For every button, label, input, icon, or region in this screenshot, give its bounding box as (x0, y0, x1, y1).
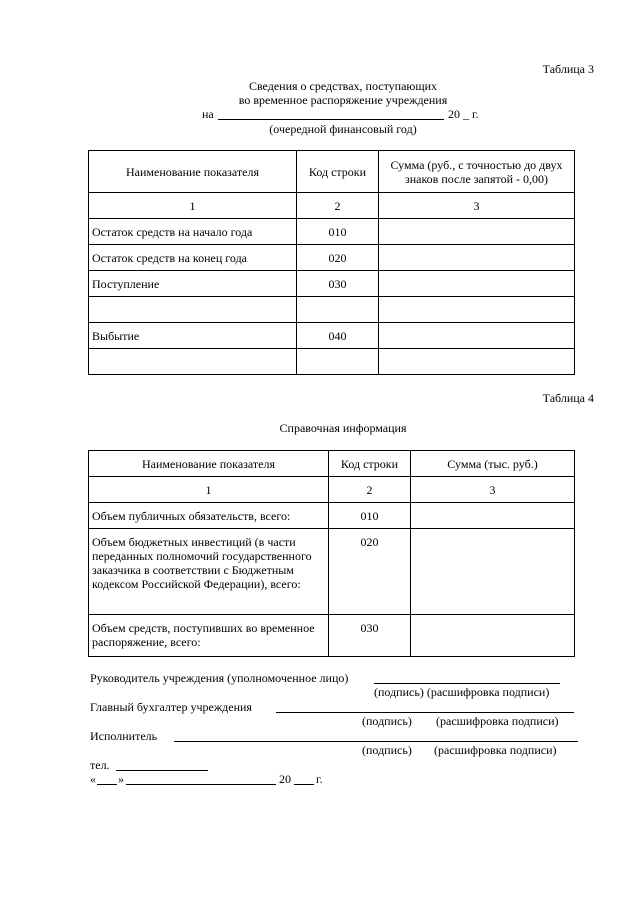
table-row (89, 245, 575, 271)
executor-signature-line[interactable] (174, 741, 578, 742)
accountant-signature-line[interactable] (276, 712, 574, 713)
row-sum[interactable] (379, 271, 575, 297)
table4-header-code: Код строки (329, 451, 411, 477)
executor-caption-sign: (подпись) (362, 743, 412, 757)
table3-header-row (89, 151, 575, 193)
table4-label: Таблица 4 (542, 391, 594, 405)
date-year-prefix: 20 (279, 772, 291, 786)
row-name: Объем публичных обязательств, всего: (89, 503, 329, 529)
table-row (89, 219, 575, 245)
accountant-caption-decode: (расшифровка подписи) (436, 714, 559, 728)
table4-number-row (89, 477, 575, 503)
row-code: 010 (329, 503, 411, 529)
row-sum[interactable] (411, 529, 575, 615)
row-sum[interactable] (379, 297, 575, 323)
date-year-line[interactable] (294, 784, 314, 785)
row-name: Объем средств, поступивших во временное распоряжение, всего: (89, 615, 329, 657)
table3-title-line2: во временное распоряжение учреждения (238, 93, 448, 107)
table3-number-1: 1 (89, 193, 297, 219)
table4-number-2: 2 (329, 477, 411, 503)
table-row (89, 615, 575, 657)
row-code (297, 297, 379, 323)
table3 (88, 150, 575, 375)
row-name (89, 297, 297, 323)
head-signature-line[interactable] (374, 683, 560, 684)
row-name: Выбытие (89, 323, 297, 349)
table3-number-2: 2 (297, 193, 379, 219)
executor-caption-decode: (расшифровка подписи) (434, 743, 557, 757)
table3-subtitle: (очередной финансовый год) (269, 122, 417, 136)
row-sum[interactable] (379, 219, 575, 245)
table3-header-sum: Сумма (руб., с точностью до двух знаков после запятой - 0,00) (379, 151, 575, 193)
table3-header-code: Код строки (297, 151, 379, 193)
table4-number-1: 1 (89, 477, 329, 503)
row-code: 040 (297, 323, 379, 349)
executor-label: Исполнитель (90, 729, 158, 743)
table3-date-suffix: 20 _ г. (448, 107, 479, 121)
row-name: Объем бюджетных инвестиций (в части переданных полномочий государственного заказчика в соответствии с Бюджетным кодексом Российской Федерации), всего: (89, 529, 329, 615)
row-code: 030 (297, 271, 379, 297)
table4-title: Справочная информация (279, 421, 407, 435)
head-label: Руководитель учреждения (уполномоченное лицо) (90, 671, 349, 685)
row-sum[interactable] (379, 323, 575, 349)
row-name: Остаток средств на конец года (89, 245, 297, 271)
accountant-label: Главный бухгалтер учреждения (90, 700, 252, 714)
row-sum[interactable] (379, 349, 575, 375)
row-code: 010 (297, 219, 379, 245)
table3-number-3: 3 (379, 193, 575, 219)
table-row (89, 297, 575, 323)
row-code: 020 (297, 245, 379, 271)
table4-header-sum: Сумма (тыс. руб.) (411, 451, 575, 477)
row-name: Поступление (89, 271, 297, 297)
phone-line[interactable] (116, 770, 208, 771)
table-row (89, 529, 575, 615)
table3-label: Таблица 3 (542, 62, 594, 76)
table3-number-row (89, 193, 575, 219)
table-row (89, 349, 575, 375)
row-name (89, 349, 297, 375)
table3-date-prefix: на (202, 107, 214, 121)
table3-date-line (218, 119, 444, 120)
row-name: Остаток средств на начало года (89, 219, 297, 245)
date-open-quote: « (90, 772, 96, 786)
table3-header-name: Наименование показателя (89, 151, 297, 193)
row-code (297, 349, 379, 375)
row-sum[interactable] (411, 503, 575, 529)
table4-header-name: Наименование показателя (89, 451, 329, 477)
table3-title-line1: Сведения о средствах, поступающих (248, 79, 438, 93)
table4 (88, 450, 575, 657)
table4-header-row (89, 451, 575, 477)
row-sum[interactable] (379, 245, 575, 271)
phone-label: тел. (90, 758, 110, 772)
row-code: 020 (329, 529, 411, 615)
accountant-caption-sign: (подпись) (362, 714, 412, 728)
table4-number-3: 3 (411, 477, 575, 503)
head-caption: (подпись) (расшифровка подписи) (374, 685, 550, 699)
table-row (89, 271, 575, 297)
date-close-quote: » (118, 772, 124, 786)
table-row (89, 503, 575, 529)
date-suffix: г. (316, 772, 323, 786)
date-day-line[interactable] (97, 784, 117, 785)
date-month-line[interactable] (126, 784, 276, 785)
row-sum[interactable] (411, 615, 575, 657)
row-code: 030 (329, 615, 411, 657)
table-row (89, 323, 575, 349)
